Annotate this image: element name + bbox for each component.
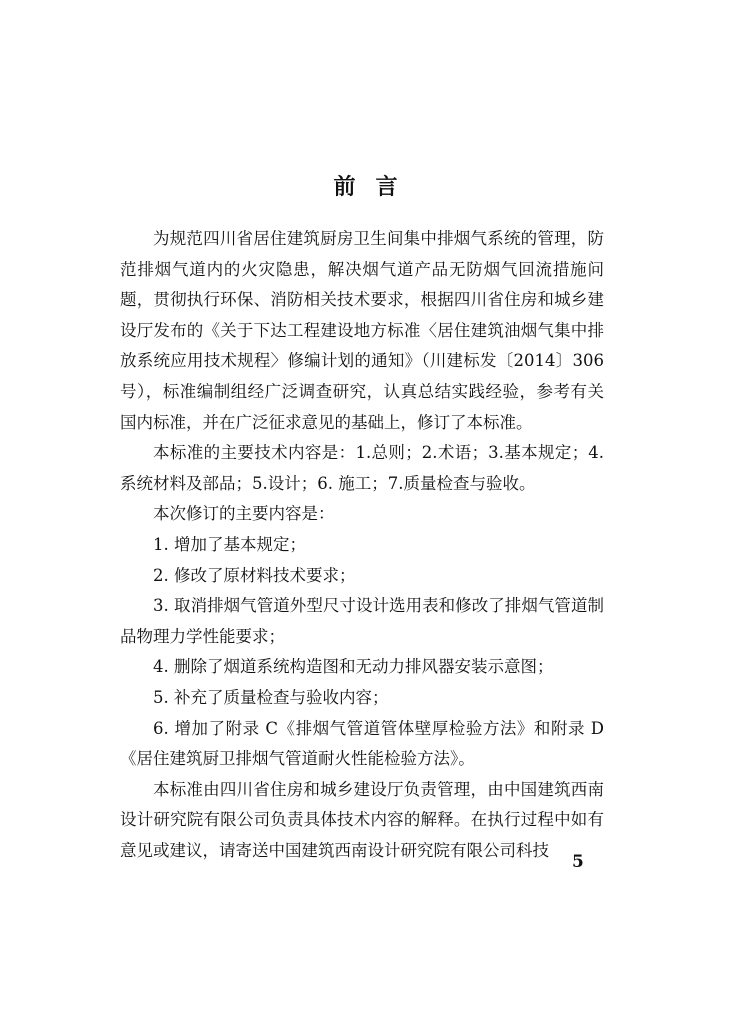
revision-item-1: 1. 增加了基本规定； [153, 534, 306, 554]
paragraph-purpose: 为规范四川省居住建筑厨房卫生间集中排烟气系统的管理，防范排烟气道内的火灾隐患，解决烟气道产品无防烟气回流措施问题，贯彻执行环保、消防相关技术要求，根据四川省住房和城乡建设厅发布的《关于下达工程建设地方标准〈居住建筑油烟气集中排放系统应用技术规程〉修编计划的通知》（川建标发〔2014〕306号），标准编制组经广泛调查研究，认真总结实践经验，参考有关国内标准，并在广泛征求意见的基础上，修订了本标准。 [120, 229, 604, 432]
paragraph-management: 本标准由四川省住房和城乡建设厅负责管理，由中国建筑西南设计研究院有限公司负责具体技术内容的解释。在执行过程中如有意见或建议，请寄送中国建筑西南设计研究院有限公司科技 [120, 779, 604, 860]
page-title: 前言 [333, 175, 418, 200]
revision-item-3: 3. 取消排烟气管道外型尺寸设计选用表和修改了排烟气管道制品物理力学性能要求； [120, 596, 604, 646]
revision-item-4: 4. 删除了烟道系统构造图和无动力排风器安装示意图； [153, 657, 554, 677]
revision-item-6: 6. 增加了附录 C《排烟气管道管体壁厚检验方法》和附录 D《居住建筑厨卫排烟气管道耐火性能检验方法》。 [120, 718, 604, 769]
preface-body [120, 224, 604, 866]
paragraph-revision-intro: 本次修订的主要内容是： [153, 504, 335, 524]
paragraph-main-contents: 本标准的主要技术内容是：1.总则；2.术语；3.基本规定；4.系统材料及部品；5.设计；6. 施工；7.质量检查与验收。 [120, 443, 604, 493]
revision-item-5: 5. 补充了质量检查与验收内容； [153, 687, 389, 707]
revision-item-2: 2. 修改了原材料技术要求； [153, 565, 356, 585]
page-number: 5 [572, 852, 584, 872]
